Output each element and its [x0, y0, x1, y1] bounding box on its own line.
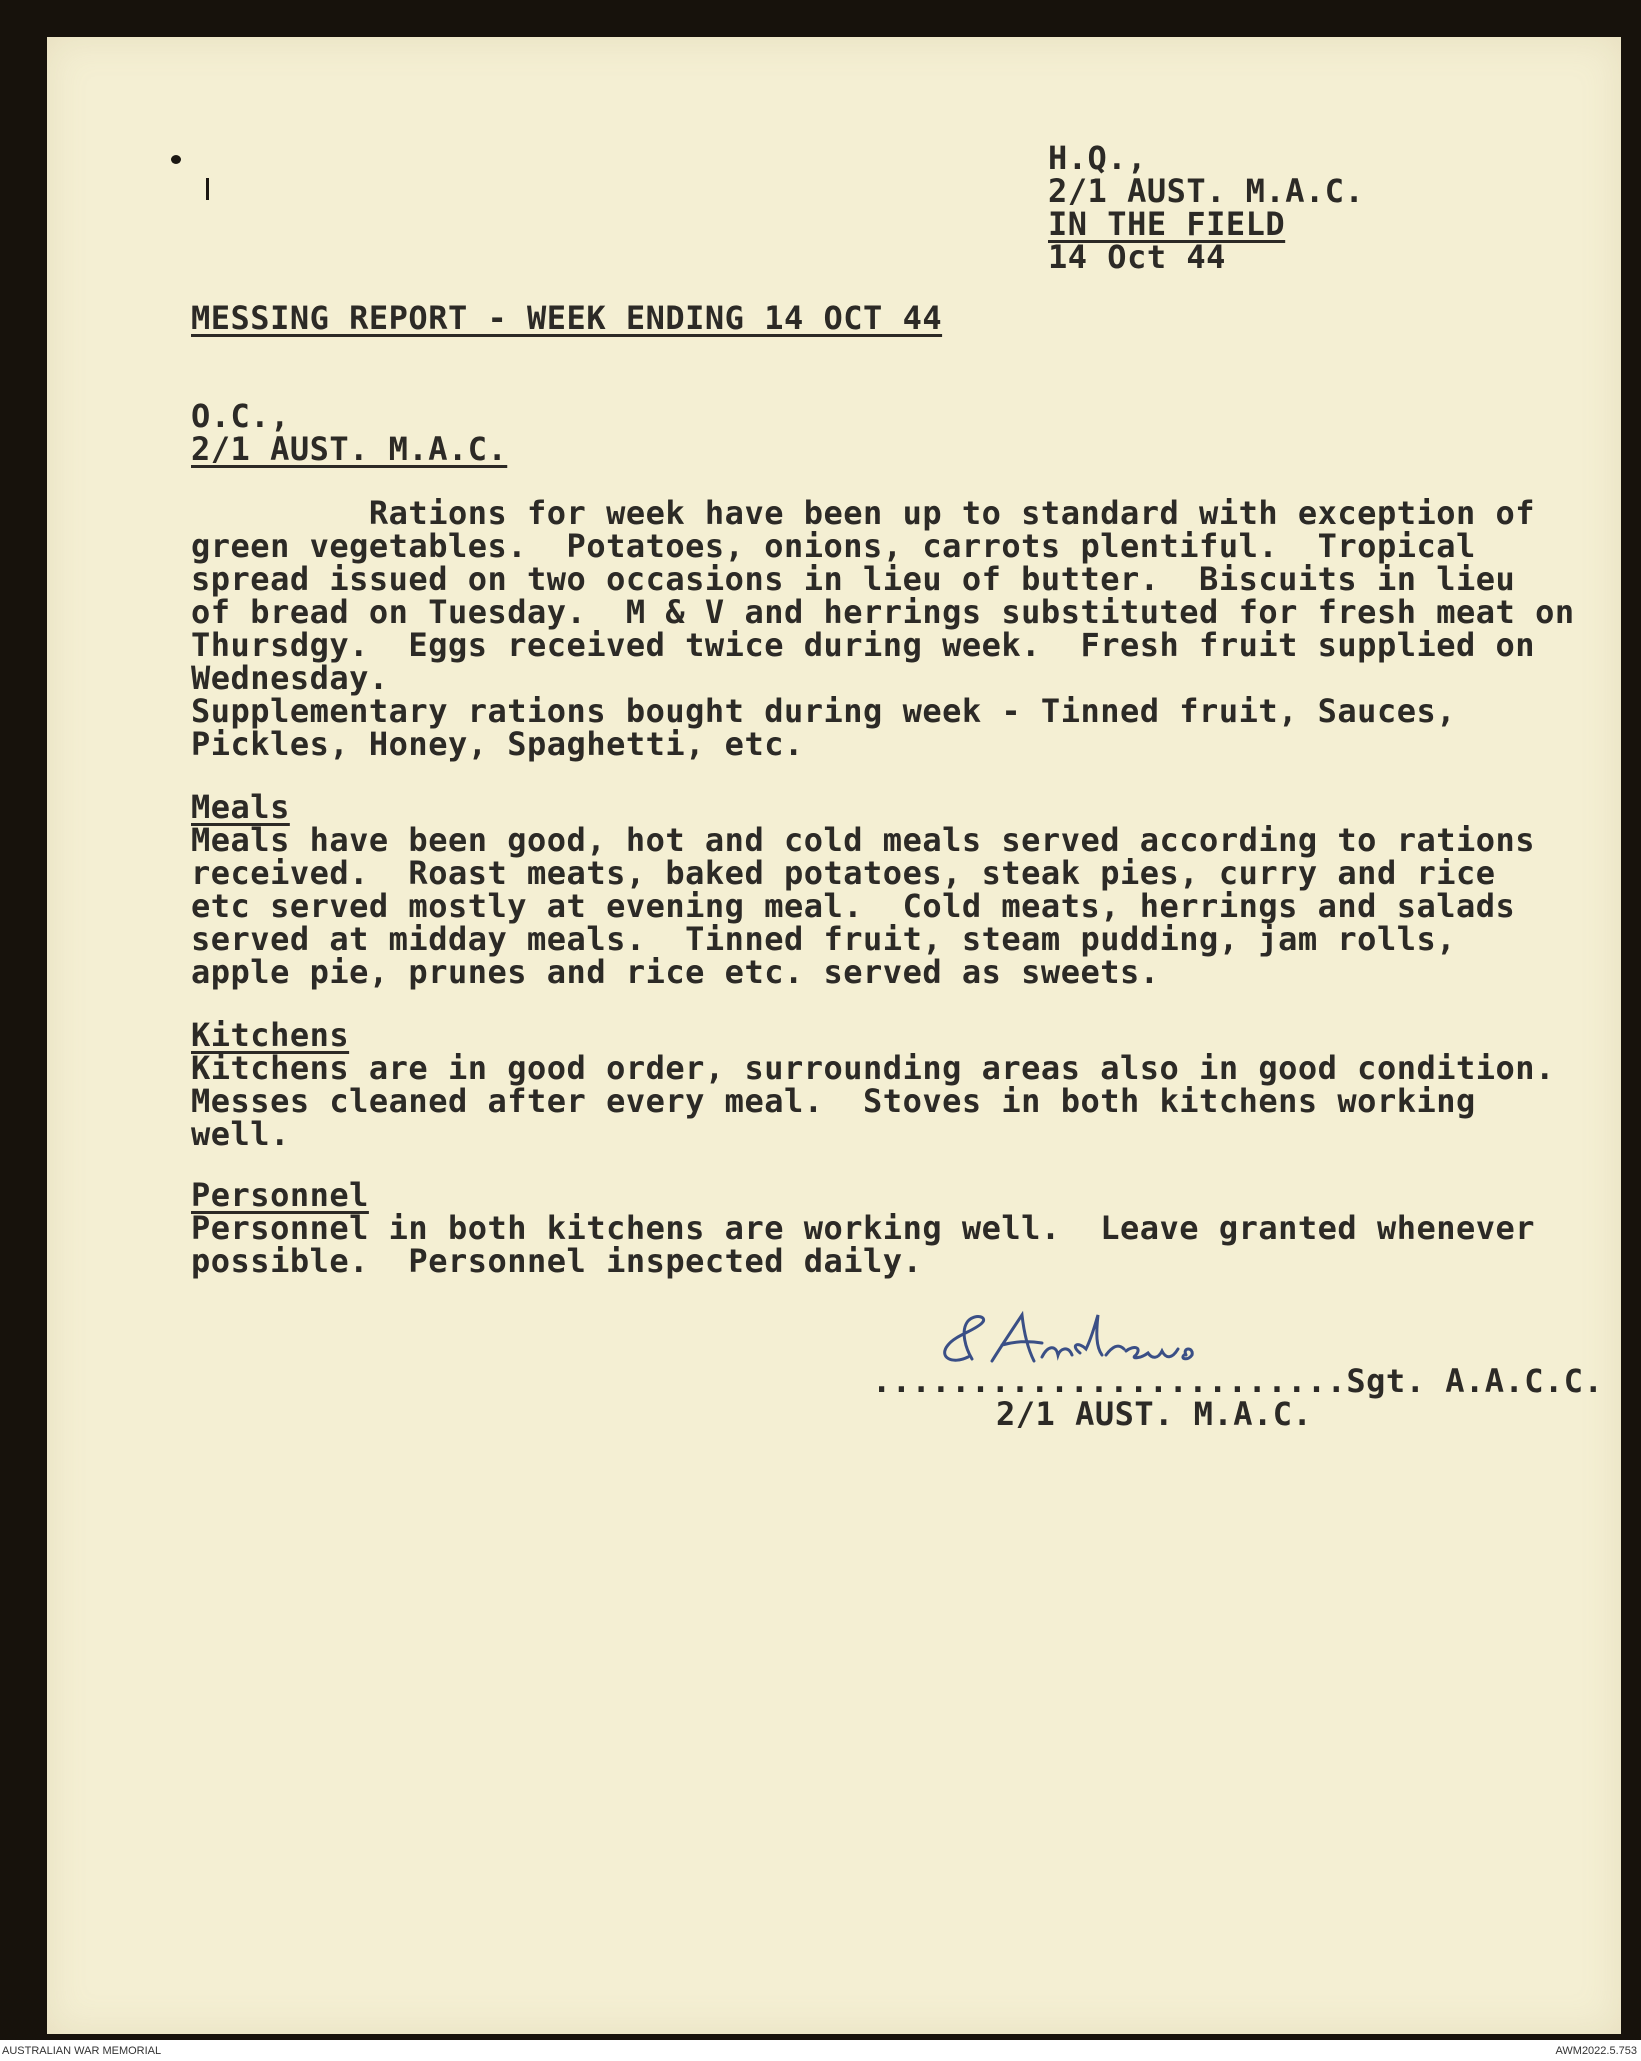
rations-line: Supplementary rations bought during week - Tinned fruit, Sauces, — [191, 692, 1456, 730]
meals-line: Meals have been good, hot and cold meals served according to rations — [191, 821, 1536, 859]
ink-speck — [206, 178, 209, 200]
kitchens-line: Messes cleaned after every meal. Stoves in both kitchens working — [191, 1082, 1476, 1120]
meals-line: received. Roast meats, baked potatoes, steak pies, curry and rice — [191, 854, 1496, 892]
personnel-line: possible. Personnel inspected daily. — [191, 1242, 923, 1280]
kitchens-line: Kitchens are in good order, surrounding areas also in good condition. — [191, 1049, 1555, 1087]
rations-line: spread issued on two occasions in lieu of butter. Biscuits in lieu — [191, 560, 1516, 598]
letterhead-line-3: IN THE FIELD — [1048, 205, 1286, 243]
signature-unit-line: 2/1 AUST. M.A.C. — [996, 1395, 1313, 1433]
rations-line: Pickles, Honey, Spaghetti, etc. — [191, 725, 804, 763]
report-title: MESSING REPORT - WEEK ENDING 14 OCT 44 — [191, 299, 943, 337]
letterhead-line-2: 2/1 AUST. M.A.C. — [1048, 172, 1365, 210]
rations-line: green vegetables. Potatoes, onions, carrots plentiful. Tropical — [191, 527, 1476, 565]
meals-line: served at midday meals. Tinned fruit, steam pudding, jam rolls, — [191, 920, 1456, 958]
meals-line: etc served mostly at evening meal. Cold meats, herrings and salads — [191, 887, 1516, 925]
signature-rank-line: ........................Sgt. A.A.C.C. — [872, 1362, 1604, 1400]
rations-line: Rations for week have been up to standard with exception of — [191, 494, 1536, 532]
rations-line: Wednesday. — [191, 659, 389, 697]
kitchens-heading: Kitchens — [191, 1016, 350, 1054]
rations-line: of bread on Tuesday. M & V and herrings substituted for fresh meat on — [191, 593, 1575, 631]
letterhead-date: 14 Oct 44 — [1048, 238, 1226, 276]
addressee-line-1: O.C., — [191, 397, 290, 435]
ink-speck — [171, 155, 181, 164]
letterhead-line-1: H.Q., — [1048, 139, 1147, 177]
rations-line: Thursdgy. Eggs received twice during week. Fresh fruit supplied on — [191, 626, 1536, 664]
meals-heading: Meals — [191, 788, 290, 826]
addressee-line-2: 2/1 AUST. M.A.C. — [191, 430, 508, 468]
personnel-line: Personnel in both kitchens are working well. Leave granted whenever — [191, 1209, 1536, 1247]
footer-accession-number: AWM2022.5.753 — [1555, 2045, 1637, 2057]
personnel-heading: Personnel — [191, 1176, 369, 1214]
footer-institution: AUSTRALIAN WAR MEMORIAL — [2, 2045, 162, 2057]
meals-line: apple pie, prunes and rice etc. served as sweets. — [191, 953, 1160, 991]
kitchens-line: well. — [191, 1115, 290, 1153]
